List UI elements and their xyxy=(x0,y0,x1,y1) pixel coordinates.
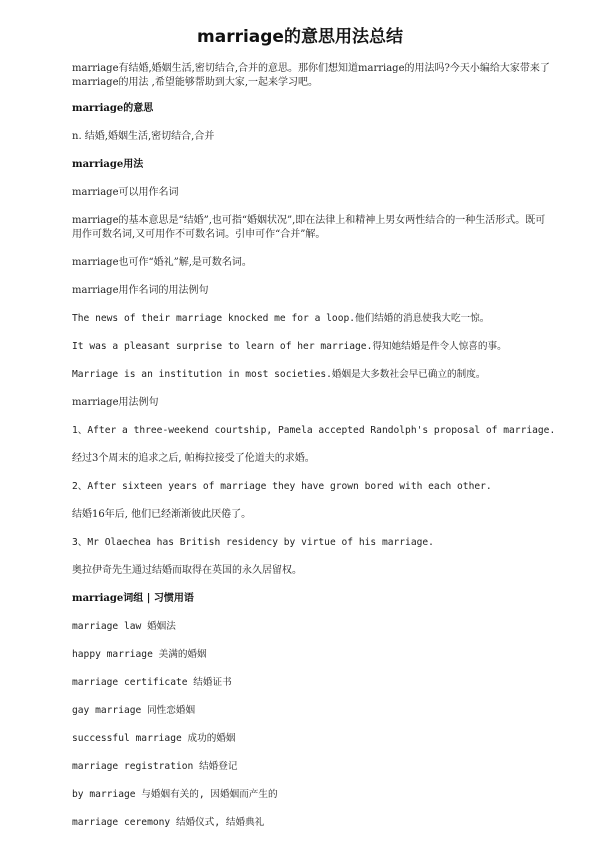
example-translation: 经过3个周末的追求之后, 帕梅拉接受了伦道夫的求婚。 xyxy=(72,453,315,464)
phrases-heading: marriage词组 | 习惯用语 xyxy=(72,593,194,604)
meaning-text: n. 结婚,婚姻生活,密切结合,合并 xyxy=(72,131,215,142)
usage-basic-text: marriage的基本意思是“结婚”,也可指“婚姻状况”,即在法律上和精神上男女两性结合的一种生活形式。既可用作可数名词,又可用作不可数名词。引申可作“合并”解。 xyxy=(72,215,546,240)
phrase-item: marriage registration 结婚登记 xyxy=(72,761,238,772)
phrase-item: marriage ceremony 结婚仪式, 结婚典礼 xyxy=(72,817,265,828)
usage-wedding-text: marriage也可作“婚礼”解,是可数名词。 xyxy=(72,257,252,268)
page-title: marriage的意思用法总结 xyxy=(197,27,403,47)
noun-examples-heading: marriage用作名词的用法例句 xyxy=(72,285,209,296)
phrase-item: happy marriage 美满的婚姻 xyxy=(72,649,207,660)
usage-heading: marriage用法 xyxy=(72,159,144,170)
phrase-item: successful marriage 成功的婚姻 xyxy=(72,733,236,744)
example-translation: 结婚16年后, 他们已经渐渐彼此厌倦了。 xyxy=(72,509,252,520)
example-sentence: 1、After a three-weekend courtship, Pamela accepted Randolph's proposal of marriage. xyxy=(72,425,556,436)
phrase-item: marriage certificate 结婚证书 xyxy=(72,677,232,688)
noun-example: It was a pleasant surprise to learn of her marriage.得知她结婚是件令人惊喜的事。 xyxy=(72,341,507,352)
noun-example: The news of their marriage knocked me for a loop.他们结婚的消息使我大吃一惊。 xyxy=(72,313,490,324)
noun-example: Marriage is an institution in most societies.婚姻是大多数社会早已确立的制度。 xyxy=(72,369,486,380)
phrase-item: by marriage 与婚姻有关的, 因婚姻而产生的 xyxy=(72,789,278,800)
example-sentence: 2、After sixteen years of marriage they have grown bored with each other. xyxy=(72,481,492,492)
meaning-heading: marriage的意思 xyxy=(72,103,154,114)
usage-noun-text: marriage可以用作名词 xyxy=(72,187,179,198)
intro-paragraph: marriage有结婚,婚姻生活,密切结合,合并的意思。那你们想知道marriage的用法吗?今天小编给大家带来了marriage的用法 ,希望能够帮助到大家,一起来学习吧。 xyxy=(72,63,550,88)
phrase-item: marriage law 婚姻法 xyxy=(72,621,176,632)
example-translation: 奥拉伊奇先生通过结婚而取得在英国的永久居留权。 xyxy=(72,565,302,576)
example-sentence: 3、Mr Olaechea has British residency by virtue of his marriage. xyxy=(72,537,434,548)
examples-heading: marriage用法例句 xyxy=(72,397,159,408)
phrase-item: gay marriage 同性恋婚姻 xyxy=(72,705,196,716)
